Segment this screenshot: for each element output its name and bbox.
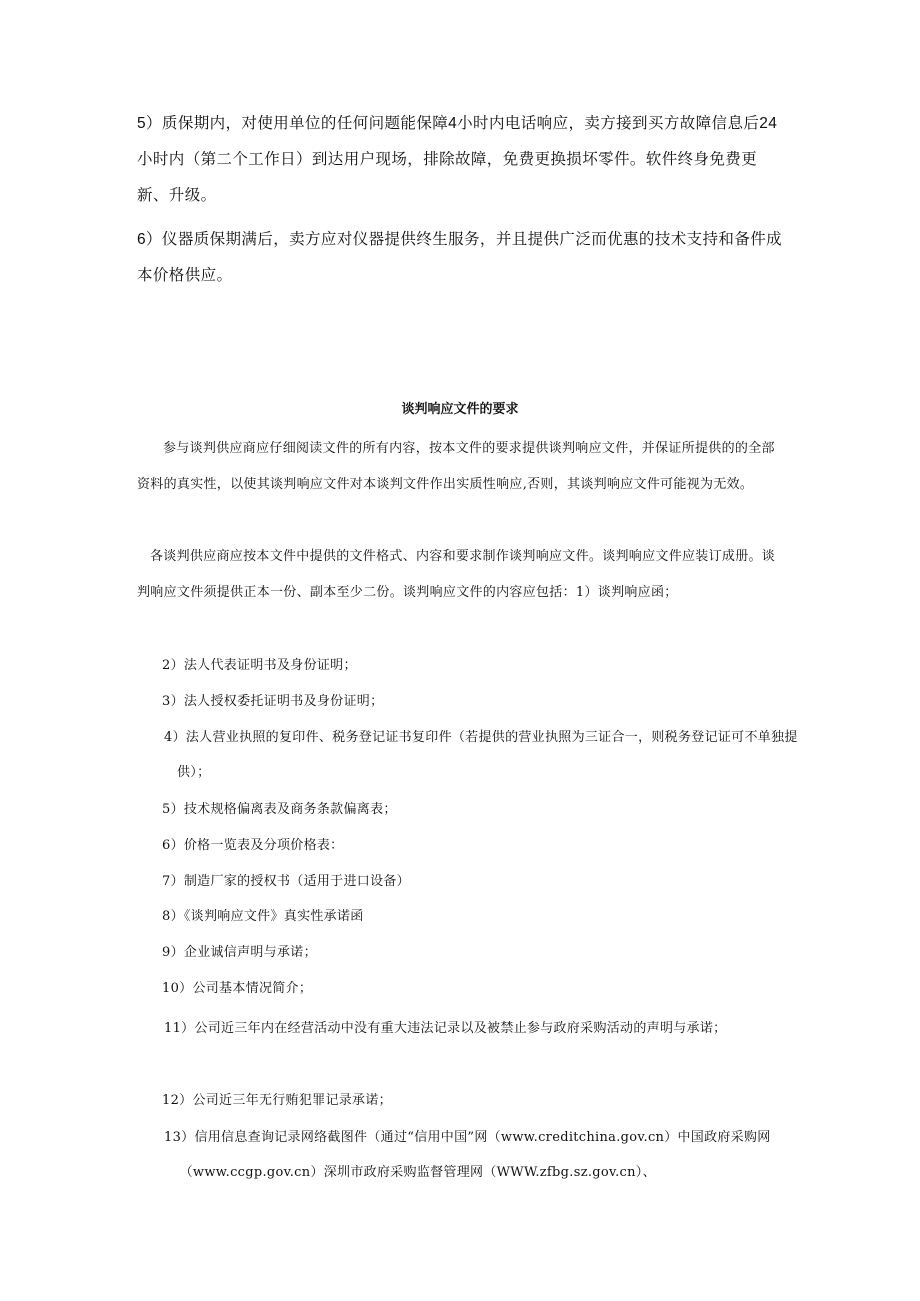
intro-paragraph: 参与谈判供应商应仔细阅读文件的所有内容，按本文件的要求提供谈判响应文件，并保证所提供的的全部资料的真实性，以使其谈判响应文件对本谈判文件作出实质性响应,否则，其谈判响应文件可能视为无效。 <box>137 441 775 492</box>
warranty-clause-6: 6）仪器质保期满后，卖方应对仪器提供终生服务，并且提供广泛而优惠的技术支持和备件成本价格供应。 <box>137 231 783 284</box>
section-title: 谈判响应文件的要求 <box>401 402 519 417</box>
list-item-11: 11）公司近三年内在经营活动中没有重大违法记录以及被禁止参与政府采购活动的声明与承诺； <box>164 1021 727 1036</box>
warranty-clause-5: 5）质保期内，对使用单位的任何问题能保障4小时内电话响应，卖方接到买方故障信息后24小时内（第二个工作日）到达用户现场，排除故障，免费更换损坏零件。软件终身免费更新、升级。 <box>137 115 778 204</box>
list-item-10: 10）公司基本情况简介； <box>162 981 313 996</box>
contents-paragraph: 各谈判供应商应按本文件中提供的文件格式、内容和要求制作谈判响应文件。谈判响应文件应装订成册。谈判响应文件须提供正本一份、副本至少二份。谈判响应文件的内容应包括：1）谈判响应函； <box>137 549 776 600</box>
list-item-6: 6）价格一览表及分项价格表： <box>162 838 344 853</box>
list-item-2: 2）法人代表证明书及身份证明； <box>162 658 357 673</box>
list-item-13: 13）信用信息查询记录网络截图件（通过“信用中国”网（www.creditchina.gov.cn）中国政府采购网（www.ccgp.gov.cn）深圳市政府采购监督管理网（WWW.zfbg.sz.gov.cn）、 <box>164 1130 771 1180</box>
list-item-9: 9）企业诚信声明与承诺； <box>162 945 317 960</box>
list-item-3: 3）法人授权委托证明书及身份证明； <box>162 694 384 709</box>
list-item-8: 8）《谈判响应文件》真实性承诺函 <box>162 909 364 924</box>
list-item-7: 7）制造厂家的授权书（适用于进口设备） <box>162 874 410 889</box>
list-item-5: 5）技术规格偏离表及商务条款偏离表； <box>162 802 397 817</box>
list-item-12: 12）公司近三年无行贿犯罪记录承诺； <box>162 1093 392 1108</box>
list-item-4: 4）法人营业执照的复印件、税务登记证书复印件（若提供的营业执照为三证合一，则税务登记证可不单独提供）； <box>164 730 798 780</box>
